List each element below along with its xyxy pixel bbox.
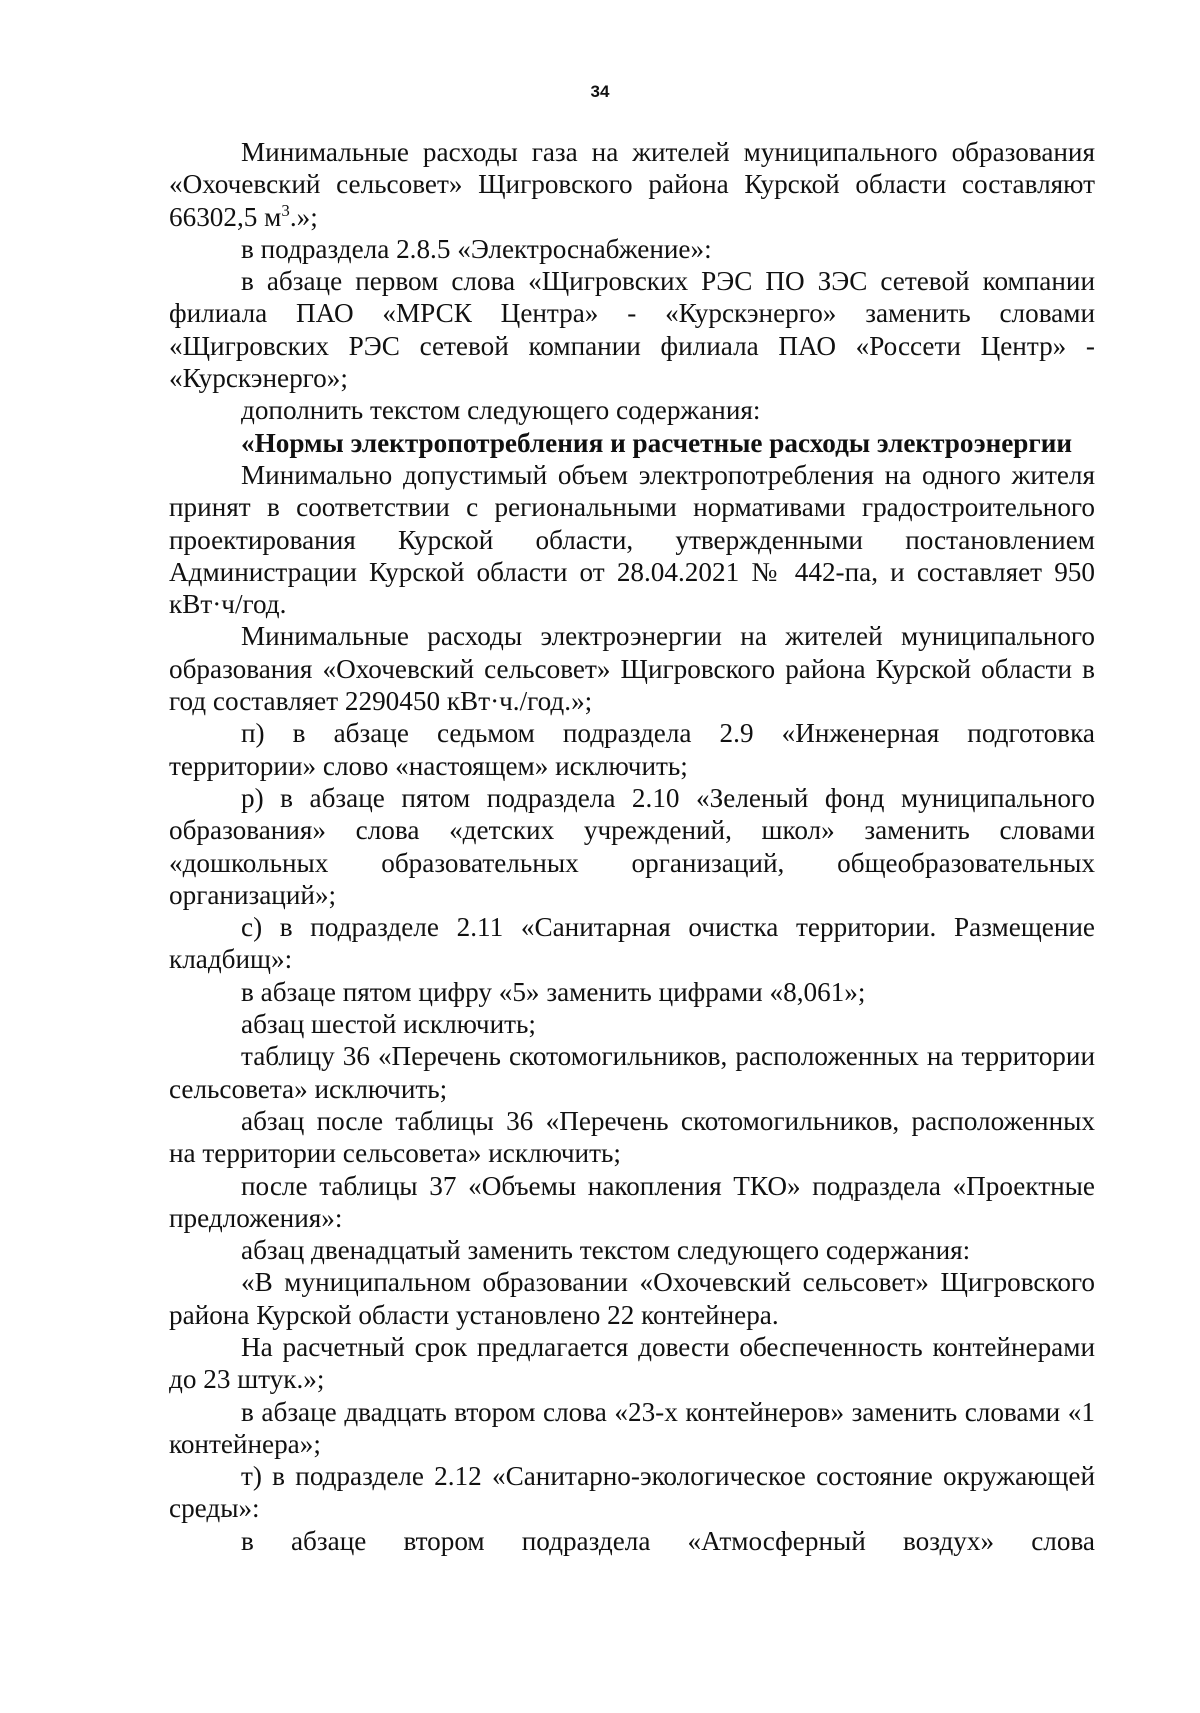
- paragraph-twenty-second: в абзаце двадцать втором слова «23-х контейнеров» заменить словами «1 контейнера»;: [169, 1396, 1095, 1459]
- paragraph-text: .»;: [289, 201, 318, 232]
- paragraph-sixth-excluded: абзац шестой исключить;: [241, 1009, 536, 1040]
- page-number: 34: [590, 82, 610, 101]
- document-body: [169, 136, 1095, 1557]
- paragraph-item-p: п) в абзаце седьмом подраздела 2.9 «Инженерная подготовка территории» слово «настоящем» исключить;: [169, 718, 1095, 781]
- paragraph-item-t: т) в подразделе 2.12 «Санитарно-экологическое состояние окружающей среды»:: [169, 1461, 1095, 1524]
- paragraph-after-table-37: после таблицы 37 «Объемы накопления ТКО» подраздела «Проектные предложения»:: [169, 1170, 1095, 1233]
- paragraph-twelfth-replace: абзац двенадцатый заменить текстом следующего содержания:: [241, 1235, 971, 1266]
- paragraph-add-text: дополнить текстом следующего содержания:: [241, 395, 761, 426]
- section-heading-norms: «Нормы электропотребления и расчетные расходы электроэнергии: [241, 427, 1073, 458]
- paragraph-containers-target: На расчетный срок предлагается довести обеспеченность контейнерами до 23 штук.»;: [169, 1331, 1095, 1395]
- paragraph-table-36: таблицу 36 «Перечень скотомогильников, расположенных на территории сельсовета» исключить;: [169, 1041, 1095, 1104]
- paragraph-after-table-36: абзац после таблицы 36 «Перечень скотомогильников, расположенных на территории сельсовета» исключить;: [169, 1105, 1095, 1169]
- paragraph-gas-minimum: [169, 136, 1095, 233]
- paragraph-min-volume: Минимально допустимый объем электропотребления на одного жителя принят в соответствии с региональными нормативами градостроительного проектирования Курской области, утвержденными постановлением Администрации Курской области от 28.04.2021 № 442-па, и составляет 950 кВт·ч/год.: [169, 459, 1095, 620]
- paragraph-text: Минимальные расходы газа на жителей муниципального образования «Охочевский сельсовет» Щигровского района Курской области составляют 66302,5 м: [169, 137, 1095, 232]
- paragraph-atmosphere-partial: в абзаце втором подраздела «Атмосферный воздух» слова: [241, 1525, 1095, 1556]
- paragraph-item-s: с) в подразделе 2.11 «Санитарная очистка территории. Размещение кладбищ»:: [169, 912, 1095, 975]
- paragraph-item-r: р) в абзаце пятом подраздела 2.10 «Зеленый фонд муниципального образования» слова «детских учреждений, школ» заменить словами «дошкольных образовательных организаций, общеобразовательных организаций»;: [169, 782, 1095, 910]
- paragraph-min-power-costs: Минимальные расходы электроэнергии на жителей муниципального образования «Охочевский сельсовет» Щигровского района Курской области в год составляет 2290450 кВт·ч./год.»;: [169, 621, 1095, 717]
- superscript: 3: [281, 200, 290, 220]
- paragraph-containers-installed: «В муниципальном образовании «Охочевский сельсовет» Щигровского района Курской области установлено 22 контейнера.: [169, 1267, 1095, 1330]
- paragraph-fifth-digit: в абзаце пятом цифру «5» заменить цифрами «8,061»;: [241, 976, 866, 1007]
- paragraph-first-paragraph-words: в абзаце первом слова «Щигровских РЭС ПО ЗЭС сетевой компании филиала ПАО «МРСК Центра» - «Курскэнерго» заменить словами «Щигровских РЭС сетевой компании филиала ПАО «Россети Центр» - «Курскэнерго»;: [169, 266, 1095, 394]
- paragraph-power-subsection: в подраздела 2.8.5 «Электроснабжение»:: [241, 233, 712, 264]
